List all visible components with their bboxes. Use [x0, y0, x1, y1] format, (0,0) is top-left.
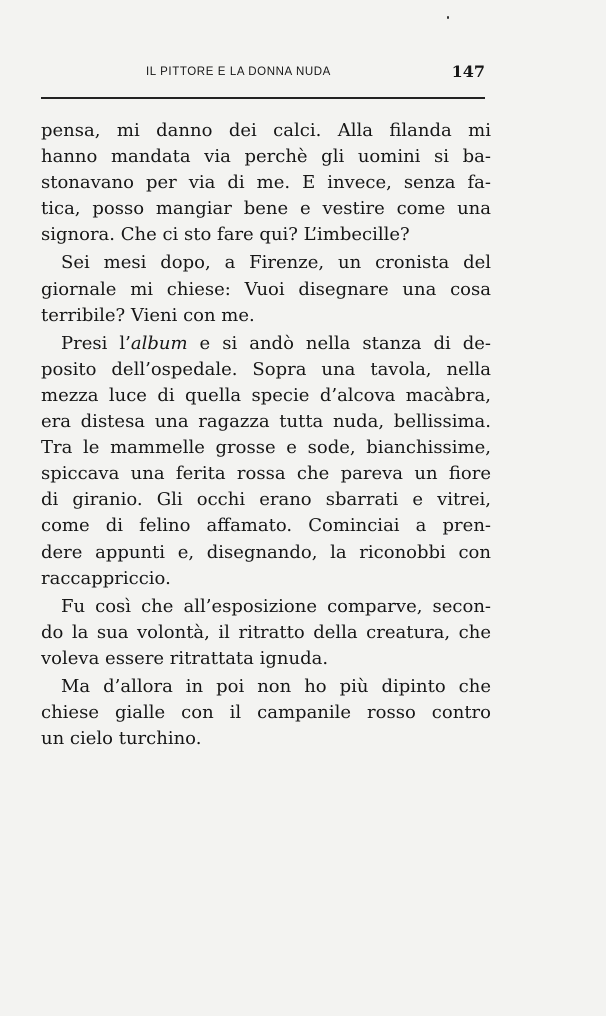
running-header: [41, 62, 485, 84]
text-line: come di felino affamato. Cominciai a pren-: [41, 515, 491, 537]
text-fragment: Presi l’: [61, 332, 131, 354]
text-line: terribile? Vieni con me.: [41, 304, 255, 326]
page-number: 147: [451, 62, 485, 81]
print-speck: [447, 16, 449, 19]
text-line: hanno mandata via perchè gli uomini si ba-: [41, 146, 491, 168]
text-line: stonavano per via di me. E invece, senza fa-: [41, 172, 491, 194]
text-line: Ma d’allora in poi non ho più dipinto che: [61, 675, 491, 697]
text-line: un cielo turchino.: [41, 728, 202, 750]
text-line: tica, posso mangiar bene e vestire come una: [41, 198, 491, 220]
text-line: do la sua volontà, il ritratto della creatura, che: [41, 621, 491, 643]
text-line: di giranio. Gli occhi erano sbarrati e vitrei,: [41, 489, 491, 511]
text-line: Tra le mammelle grosse e sode, bianchissime,: [41, 437, 491, 459]
running-title: IL PITTORE E LA DONNA NUDA: [146, 66, 331, 78]
text-line: Fu così che all’esposizione comparve, secon-: [61, 595, 491, 617]
text-line: voleva essere ritrattata ignuda.: [41, 647, 329, 669]
text-line: pensa, mi danno dei calci. Alla filanda mi: [41, 120, 491, 141]
header-rule: [41, 97, 485, 99]
text-line: [41, 331, 491, 357]
text-line: Sei mesi dopo, a Firenze, un cronista del: [61, 252, 491, 274]
text-line: posito dell’ospedale. Sopra una tavola, nella: [41, 358, 491, 380]
text-line: era distesa una ragazza tutta nuda, bellissima.: [41, 411, 491, 433]
text-line: signora. Che ci sto fare qui? L’imbecille?: [41, 224, 410, 246]
text-line: spiccava una ferita rossa che pareva un fiore: [41, 463, 491, 485]
italic-word: album: [130, 332, 188, 354]
text-fragment: e si andò nella stanza di de-: [187, 332, 491, 354]
text-line: dere appunti e, disegnando, la riconobbi con: [41, 541, 491, 563]
text-line: mezza luce di quella specie d’alcova macàbra,: [41, 384, 491, 406]
text-line: chiese gialle con il campanile rosso contro: [41, 702, 491, 724]
body-text: [41, 118, 491, 752]
text-line: giornale mi chiese: Vuoi disegnare una cosa: [41, 278, 491, 300]
text-line: raccappriccio.: [41, 567, 171, 589]
